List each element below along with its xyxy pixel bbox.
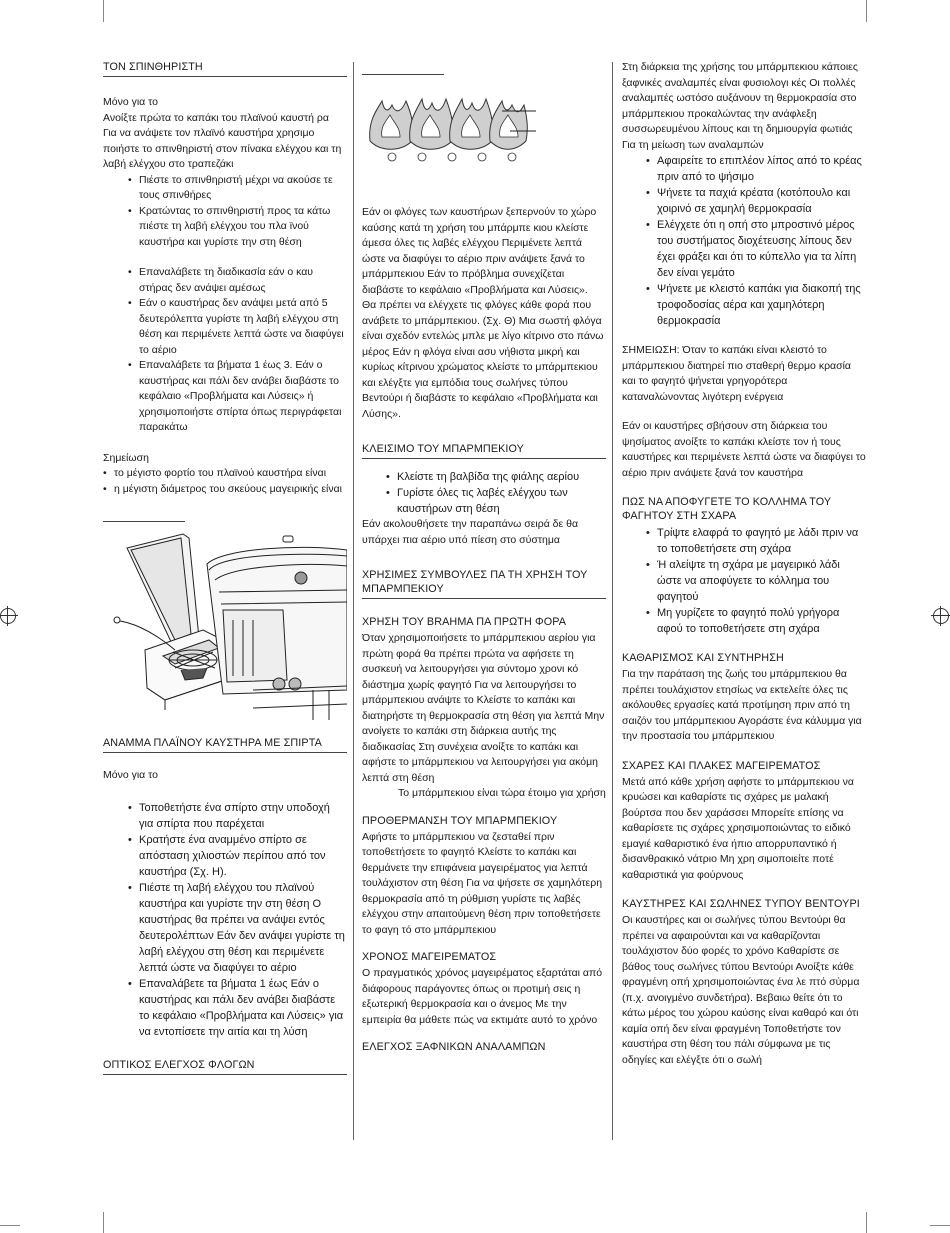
list-item: • Τρίψτε ελαφρά το φαγητό με λάδι πριν να το τοποθετήσετε στη σχάρα	[657, 525, 866, 557]
spark-intro-text: Για να ανάψετε τον πλαϊνό καυστήρα χρησιμο ποιήστε το σπινθηριστή στον πίνακα ελέγχου και τη λαβή ελέγχου στο τραπεζάκι	[103, 127, 342, 170]
flare-intro-text: Στη διάρκεια της χρήσης του μπάρμπεκιου κάποιες ξαφνικές αναλαμπές είναι φυσιολογι κές Οι πολλές αναλαμπές ωστόσο αυξάνουν τη θερμοκρασία στο μπάρμπεκιου προκαλώντας την ανάφλεξη συσσωρευμένου λίπους και τη δημιουργία φωτιάς	[622, 61, 858, 135]
flame-warning-text: Εάν οι φλόγες των καυστήρων ξεπερνούν το χώρο καύσης κατά τη χρήση του μπάρμπε κιου κλείστε άμεσα όλες τις λαβές ελέγχου Περιμένετε λεπτά ώστε να διαφύγει το αέριο πριν ανάψετε ξανά το μπάρμπεκιου Εάν το πρόβλημα συνεχίζεται διαβάστε το κεφάλαιο «Προβλήματα και Λύσεις».	[362, 206, 597, 296]
registration-mark-right	[933, 608, 949, 624]
closing-steps-list	[362, 469, 606, 517]
heading-preheat: ΠΡΟΘΕΡΜΑΝΣΗ ΤΟΥ ΜΠΑΡΜΠΕΚΙΟΥ	[362, 814, 558, 827]
match-steps-list	[103, 800, 347, 1040]
list-item: • Τοποθετήστε ένα σπίρτο στην υποδοχή για σπίρτα που παρέχεται	[139, 800, 347, 832]
heading-spark-ignition: ΤΟΝ ΣΠΙΝΘΗΡΙΣΤΗ	[103, 60, 347, 77]
list-item: • Ελέγχετε ότι η οπή στο μπροστινό μέρος του συστήματος διοχέτευσης λίπους δεν έχει φράξει και ότι το κύπελλο για τα λίπη δεν είναι γεμάτο	[657, 217, 866, 281]
registration-mark-left	[0, 608, 16, 624]
list-item: • Ή αλείψτε τη σχάρα με μαγειρικό λάδι ώστε να αποφύγετε το κόλλημα του φαγητού	[657, 557, 866, 605]
list-item: • Κρατώντας το σπινθηριστή προς τα κάτω πιέστε τη λαβή ελέγχου του πλα ϊνού καυστήρα και γυρίστε την στη θέση	[139, 204, 347, 251]
list-item: • Αφαιρείτε το επιπλέον λίπος από το κρέας πριν από το ψήσιμο	[657, 153, 866, 185]
heading-cleaning: ΚΑΘΑΡΙΣΜΟΣ ΚΑΙ ΣΥΝΤΗΡΗΣΗ	[622, 652, 784, 664]
heading-first-use: ΧΡΗΣΗ ΤΟΥ BRAHMA ΠΑ ΠΡΩΤΗ ΦΟΡΑ	[362, 616, 567, 628]
only-for-line: Μόνο για το	[103, 96, 159, 108]
spark-steps-list	[103, 173, 347, 251]
list-item: • Κλείστε τη βαλβίδα της φιάλης αερίου	[397, 469, 606, 485]
preheat-text: Αφήστε το μπάρμπεκιου να ζεσταθεί πριν τοποθετήσετε το φαγητό Κλείστε το καπάκι και θερμάνετε την επιφάνεια μαγειρέματος για λεπτά τουλάχιστον στη θέση Για να ψήσετε σε χαμηλότερη θερμοκρασία από τη ρύθμιση γυρίστε τις λαβές ελέγχου στην απαιτούμενη θέση πριν τοποθετήσετε το φαγη τό στο μπάρμπεκιου	[362, 830, 603, 936]
column-divider-1	[353, 62, 354, 1140]
column-middle	[362, 60, 606, 1056]
heading-avoid-sticking: ΠΩΣ ΝΑ ΑΠΟΦΥΓΕΤΕ ΤΟ ΚΟΛΛΗΜΑ ΤΟΥ ΦΑΓΗΤΟΥ ΣΤΗ ΣΧΑΡΑ	[622, 496, 832, 522]
heading-flare-control: ΕΛΕΓΧΟΣ ΞΑΦΝΙΚΩΝ ΑΝΑΛΑΜΠΩΝ	[362, 1041, 546, 1053]
lid-note-text: ΣΗΜΕΙΩΣΗ: Όταν το καπάκι είναι κλειστό το μπάρμπεκιου διατηρεί πιο σταθερή θερμο κρασία και το φαγητό ψήνεται γρηγορότερα καταναλώνοντας λιγότερη ενέργεια	[622, 344, 851, 403]
heading-useful-tips: ΧΡΗΣΙΜΕΣ ΣΥΜΒΟΥΛΕΣ ΠΑ ΤΗ ΧΡΗΣΗ ΤΟΥ ΜΠΑΡΜΠΕΚΙΟΥ	[362, 568, 606, 599]
crop-mark	[0, 1225, 20, 1226]
note-label: Σημείωση	[103, 451, 149, 464]
list-item: • Ψήνετε με κλειστό καπάκι για διακοπή της τροφοδοσίας αέρα και χαμηλότερη θερμοκρασία	[657, 281, 866, 329]
flame-check-text: Θα πρέπει να ελέγχετε τις φλόγες κάθε φορά που ανάβετε το μπάρμπεκιου. (Σχ. Θ) Μια σωστή φλόγα είναι σχεδόν εντελώς μπλε με λίγο κίτρινο στο πάνω μέρος Εάν η φλόγα είναι ασυ νήθιστα μικρή και κυρίως κίτρινου χρώματος κλείστε το μπάρμπεκιου και ελέγξτε για εμπόδια τους σωλήνες τύπου Βεντούρι ή διαβάστε το κεφάλαιο «Προβλήματα και Λύσης».	[362, 299, 604, 420]
list-item: • Πιέστε το σπινθηριστή μέχρι να ακούσε τε τους σπινθήρες	[139, 173, 347, 204]
sticking-tips-list	[622, 525, 866, 637]
first-use-ready-text: Το μπάρμπεκιου είναι τώρα έτοιμο για χρήση	[398, 787, 606, 799]
list-item: • Κρατήστε ένα αναμμένο σπίρτο σε απόσταση χιλιοστών περίπου από τον καυστήρα (Σχ. Η).	[139, 832, 347, 880]
crop-mark	[866, 0, 867, 22]
list-item: • Γυρίστε όλες τις λαβές ελέγχου των καυστήρων στη θέση	[397, 485, 606, 517]
first-use-text: Όταν χρησιμοποιήσετε το μπάρμπεκιου αερίου για πρώτη φορά θα πρέπει πρώτα να αφήσετε τη συσκευή να λειτουργήσει για σύντομο χρονι κό διάστημα χωρίς φαγητό Για να λειτουργήσει το μπάρμπεκιου ανάψτε το Κλείστε το καπάκι και διατηρήστε τη θερμοκρασία στη θέση για λεπτά Μην ανοίγετε το καπάκι στη διάρκεια αυτής της διαδικασίας Στη συνέχεια ανοίξτε το καπάκι και αφήστε το μπάρμπεκιου να λειτουργήσει για ακόμη λεπτά στη θέση	[362, 632, 605, 784]
note-list	[103, 466, 347, 497]
open-lid-text: Ανοίξτε πρώτα το καπάκι του πλαϊνού καυστή ρα	[103, 111, 329, 124]
side-burner-illustration	[103, 530, 347, 720]
list-item: • η μέγιστη διάμετρος του σκεύους μαγειρικής είναι	[114, 482, 347, 498]
heading-match-lighting: ΑΝΑΜΜΑ ΠΛΑΪΝΟΥ ΚΑΥΣΤΗΡΑ ΜΕ ΣΠΙΡΤΑ	[103, 736, 347, 753]
list-item: • Μη γυρίζετε το φαγητό πολύ γρήγορα αφού το τοποθετήσετε στη σχάρα	[657, 605, 866, 637]
cooking-time-text: Ο πραγματικός χρόνος μαγειρέματος εξαρτάται από διάφορους παράγοντες όπως οι προτιμή σεις η εξωτερική θερμοκρασία και ο άνεμος Με την εμπειρία θα μάθετε πώς να εκτιμάτε αυτό το χρόνο	[362, 967, 603, 1026]
column-left	[103, 60, 347, 1075]
cleaning-text: Για την παράταση της ζωής του μπάρμπεκιου θα πρέπει τουλάχιστον ετησίως να εκτελείτε όλες τις ακόλουθες εργασίες κατά προτίμηση πριν από τη σαιζόν του μπάρμπεκιου Αγοράστε ένα κάλυμμα για την προστασία του μπάρμπεκιου	[622, 668, 862, 742]
closing-text: Εάν ακολουθήσετε την παραπάνω σειρά δε θα υπάρχει πια αέριο υπό πίεση στο σύστημα	[362, 518, 579, 546]
spark-steps-list-2	[103, 265, 347, 436]
list-item: • Επαναλάβετε τη διαδικασία εάν ο καυ στήρας δεν ανάψει αμέσως	[139, 265, 347, 296]
crop-mark	[930, 1225, 950, 1226]
grates-text: Μετά από κάθε χρήση αφήστε το μπάρμπεκιου να κρυώσει και καθαρίστε τις σχάρες με μαλακή βούρτσα που δεν χαράσσει Μπορείτε επίσης να καθαρίσετε τις σχάρες χρησιμοποιώντας το ειδικό εμαγιέ καθαριστικό ένα ήπιο απορρυπαντικό ή δισανθρακικό νάτριο Μη χρη σιμοποιείτε ποτέ καθαριστικά για φούρνους	[622, 775, 854, 881]
only-for-line-2: Μόνο για το	[103, 769, 159, 781]
venturi-text: Οι καυστήρες και οι σωλήνες τύπου Βεντούρι θα πρέπει να αφαιρούνται και να καθαρίζονται τουλάχιστον δύο φορές το χρόνο Καθαρίστε σε βάθος τους σωλήνες τύπου Βεντούρι Ανοίξτε κάθε φραγμένη οπή χρησιμοποιώντας ένα λε πτό σύρμα (π.χ. ανοιγμένο συνδετήρα). Βεβαιω θείτε ότι το κάτω μέρος του χώρου καύσης είναι καθαρό και ότι καμία οπή δεν είναι φραγμένη Τοποθετήστε τον καυστήρα στη θέση του πάλι σύμφωνα με τις οδηγίες και ελέγξτε ότι ο σωλή	[622, 914, 860, 1066]
flare-tips-list	[622, 153, 866, 329]
list-item: • το μέγιστο φορτίο του πλαϊνού καυστήρα είναι	[114, 466, 347, 482]
crop-mark	[103, 0, 104, 22]
list-item: • Επαναλάβετε τα βήματα 1 έως 3. Εάν ο καυστήρας και πάλι δεν ανάβει διαβάστε το κεφάλαιο «Προβλήματα και Λύσεις» ή χρησιμοποιήστε σπίρτα όπως περιγράφεται παρακάτω	[139, 358, 347, 436]
burners-off-text: Εάν οι καυστήρες σβήσουν στη διάρκεια του ψησίματος ανοίξτε το καπάκι κλείστε τον ή τους καυστήρες και περιμένετε λεπτά ώστε να διαφύγει το αέριο πριν ανάψετε ξανά τον καυστήρα	[622, 420, 866, 479]
column-right	[622, 60, 866, 1068]
list-item: • Πιέστε τη λαβή ελέγχου του πλαϊνού καυστήρα και γυρίστε την στη θέση Ο καυστήρας θα πρέπει να ανάψει εντός δευτερολέπτων Εάν δεν ανάψει γυρίστε τη λαβή ελέγχου στη θέση και περιμένετε λεπτά ώστε να διαφύγει το αέριο	[139, 880, 347, 976]
heading-closing: ΚΛΕΙΣΙΜΟ ΤΟΥ ΜΠΑΡΜΠΕΚΙΟΥ	[362, 442, 606, 459]
list-item: • Ψήνετε τα παχιά κρέατα (κοτόπουλο και χοιρινό σε χαμηλή θερμοκρασία	[657, 185, 866, 217]
list-item: • Εάν ο καυστήρας δεν ανάψει μετά από 5 δευτερόλεπτα γυρίστε τη λαβή ελέγχου στη θέση και περιμένετε λεπτά ώστε να διαφύγει το αέριο	[139, 296, 347, 358]
figure-rule	[362, 74, 444, 75]
heading-cooking-time: ΧΡΟΝΟΣ ΜΑΓΕΙΡΕΜΑΤΟΣ	[362, 951, 497, 963]
column-divider-2	[612, 62, 613, 1140]
crop-mark	[866, 1212, 867, 1233]
heading-grates: ΣΧΑΡΕΣ ΚΑΙ ΠΛΑΚΕΣ ΜΑΓΕΙΡΕΜΑΤΟΣ	[622, 759, 821, 772]
flare-reduce-label: Για τη μείωση των αναλαμπών	[622, 138, 764, 151]
crop-mark	[103, 1212, 104, 1233]
heading-venturi: ΚΑΥΣΤΗΡΕΣ ΚΑΙ ΣΩΛΗΝΕΣ ΤΥΠΟΥ ΒΕΝΤΟΥΡΙ	[622, 898, 860, 910]
heading-visual-check: ΟΠΤΙΚΟΣ ΕΛΕΓΧΟΣ ΦΛΟΓΩΝ	[103, 1058, 347, 1075]
list-item: • Επαναλάβετε τα βήματα 1 έως Εάν ο καυστήρας και πάλι δεν ανάβει διαβάστε το κεφάλαιο «Προβλήματα και Λύσεις» για να εντοπίσετε την αιτία και τη λύση	[139, 976, 347, 1040]
figure-rule	[103, 521, 185, 522]
flame-illustration	[362, 81, 606, 181]
